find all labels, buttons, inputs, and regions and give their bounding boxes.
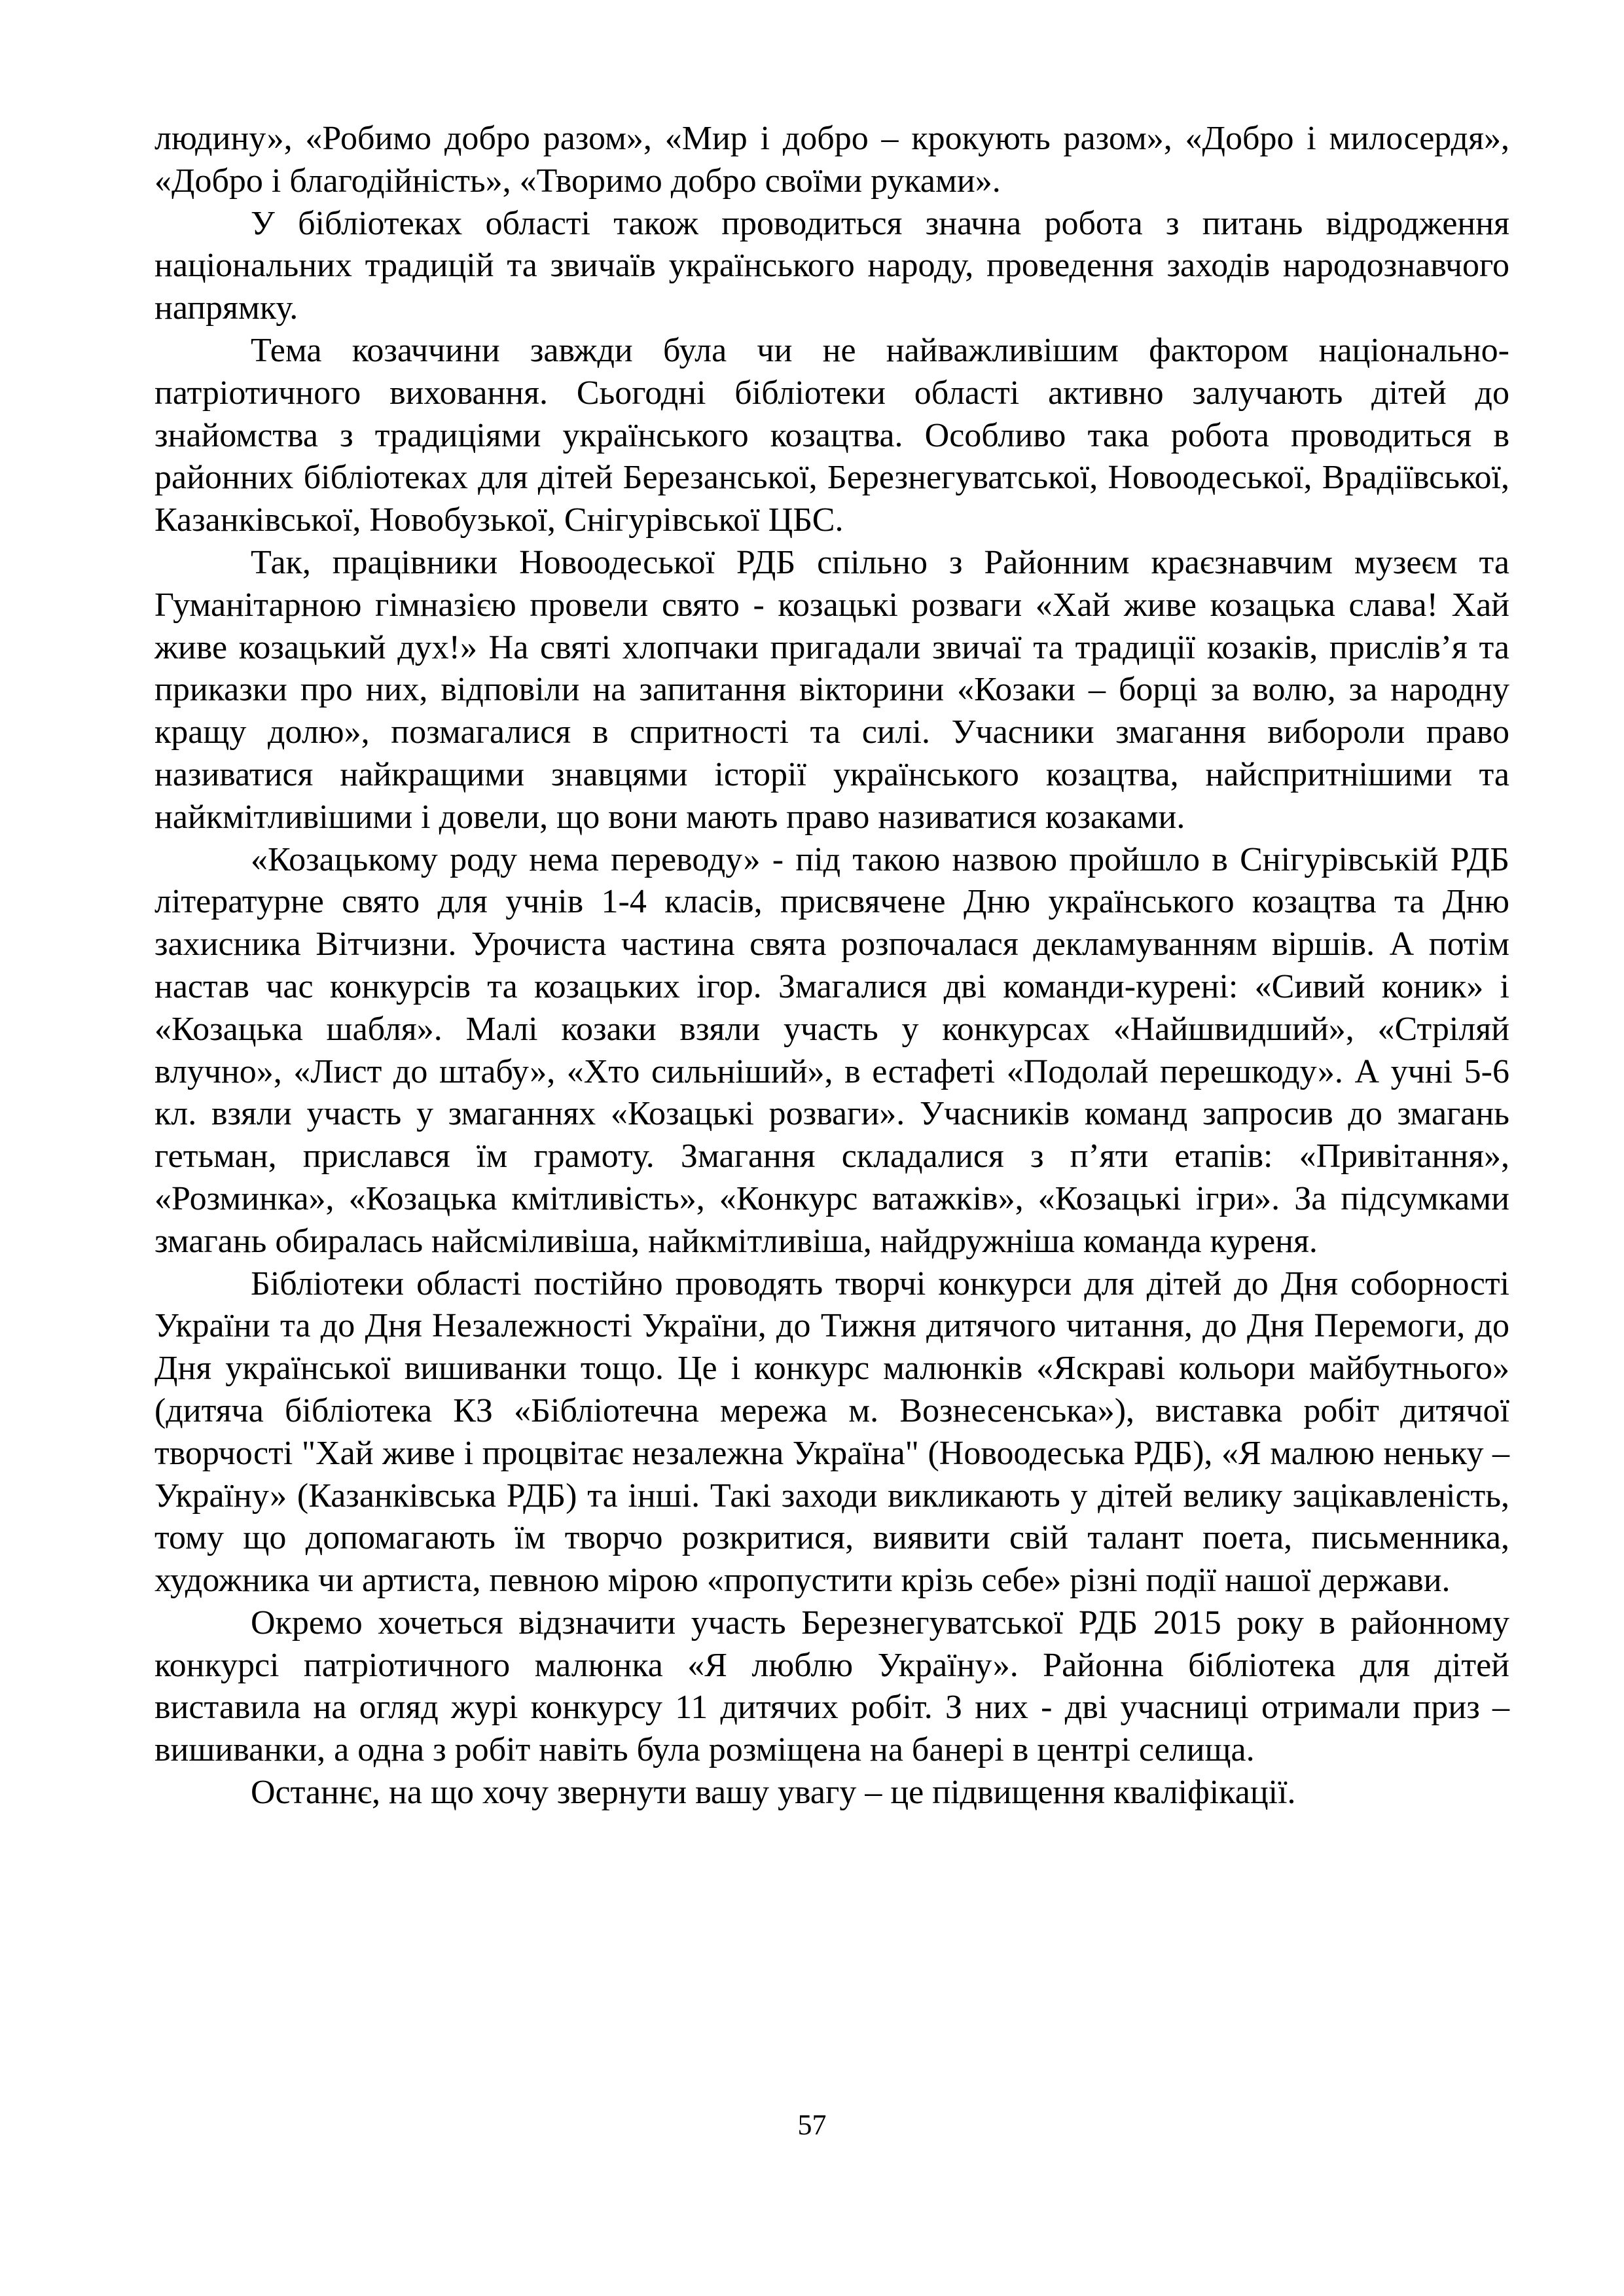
paragraph-8: Останнє, на що хочу звернути вашу увагу – це підвищення кваліфікації.: [251, 1774, 1296, 1812]
paragraph-7: Окремо хочеться відзначити участь Березнегуватської РДБ 2015 року в районному конкурсі патріотичного малюнка «Я люблю Україну». Районна бібліотека для дітей виставила на огляд журі конкурсу 11 дитячих робіт. З них - дві учасниці отримали приз – вишиванки, а одна з робіт навіть була розміщена на банері в центрі селища.: [154, 1604, 1509, 1769]
paragraph-4: Так, працівники Новоодеської РДБ спільно з Районним краєзнавчим музеєм та Гуманітарною гімназією провели свято - козацькі розваги «Хай живе козацька слава! Хай живе козацький дух!» На святі хлопчаки пригадали звичаї та традиції козаків, прислів’я та приказки про них, відповіли на запитання вікторини «Козаки – борці за волю, за народну кращу долю», позмагалися в спритності та силі. Учасники змагання вибороли право називатися найкращими знавцями історії українського козацтва, найспритнішими та найкмітливішими і довели, що вони мають право називатися козаками.: [154, 543, 1509, 836]
paragraph-5: «Козацькому роду нема переводу» - під такою назвою пройшло в Снігурівській РДБ літературне свято для учнів 1-4 класів, присвячене Дню українського козацтва та Дню захисника Вітчизни. Урочиста частина свята розпочалася декламуванням віршів. А потім настав час конкурсів та козацьких ігор. Змагалися дві команди-курені: «Сивий коник» і «Козацька шабля». Малі козаки взяли участь у конкурсах «Найшвидший», «Стріляй влучно», «Лист до штабу», «Хто сильніший», в естафеті «Подолай перешкоду». А учні 5-6 кл. взяли участь у змаганнях «Козацькі розваги». Учасників команд запросив до змагань гетьман, прислався їм грамоту. Змагання складалися з п’яти етапів: «Привітання», «Розминка», «Козацька кмітливість», «Конкурс ватажків», «Козацькі ігри». За підсумками змагань обиралась найсміливіша, найкмітливіша, найдружніша команда куреня.: [154, 840, 1509, 1260]
paragraph-3: Тема козаччини завжди була чи не найважливішим фактором національно-патріотичного виховання. Сьогодні бібліотеки області активно залучають дітей до знайомства з традиціями українського козацтва. Особливо така робота проводиться в районних бібліотеках для дітей Березанської, Березнегуватської, Новоодеської, Врадіївської, Казанківської, Новобузької, Снігурівської ЦБС.: [154, 331, 1509, 539]
page-number: 57: [797, 2109, 827, 2141]
paragraph-2: У бібліотеках області також проводиться значна робота з питань відродження національних традицій та звичаїв українського народу, проведення заходів народознавчого напрямку.: [154, 204, 1509, 327]
paragraph-6: Бібліотеки області постійно проводять творчі конкурси для дітей до Дня соборності України та до Дня Незалежності України, до Тижня дитячого читання, до Дня Перемоги, до Дня української вишиванки тощо. Це і конкурс малюнків «Яскраві кольори майбутнього» (дитяча бібліотека КЗ «Бібліотечна мережа м. Вознесенська»), виставка робіт дитячої творчості "Хай живе і процвітає незалежна Україна" (Новоодеська РДБ), «Я малюю неньку – Україну» (Казанківська РДБ) та інші. Такі заходи викликають у дітей велику зацікавленість, тому що допомагають їм творчо розкритися, виявити свій талант поета, письменника, художника чи артиста, певною мірою «пропустити крізь себе» різні події нашої держави.: [154, 1265, 1509, 1600]
document-body: [154, 118, 1509, 1814]
paragraph-1: людину», «Робимо добро разом», «Мир і добро – крокують разом», «Добро і милосердя», «Добро і благодійність», «Творимо добро своїми руками».: [154, 120, 1509, 200]
